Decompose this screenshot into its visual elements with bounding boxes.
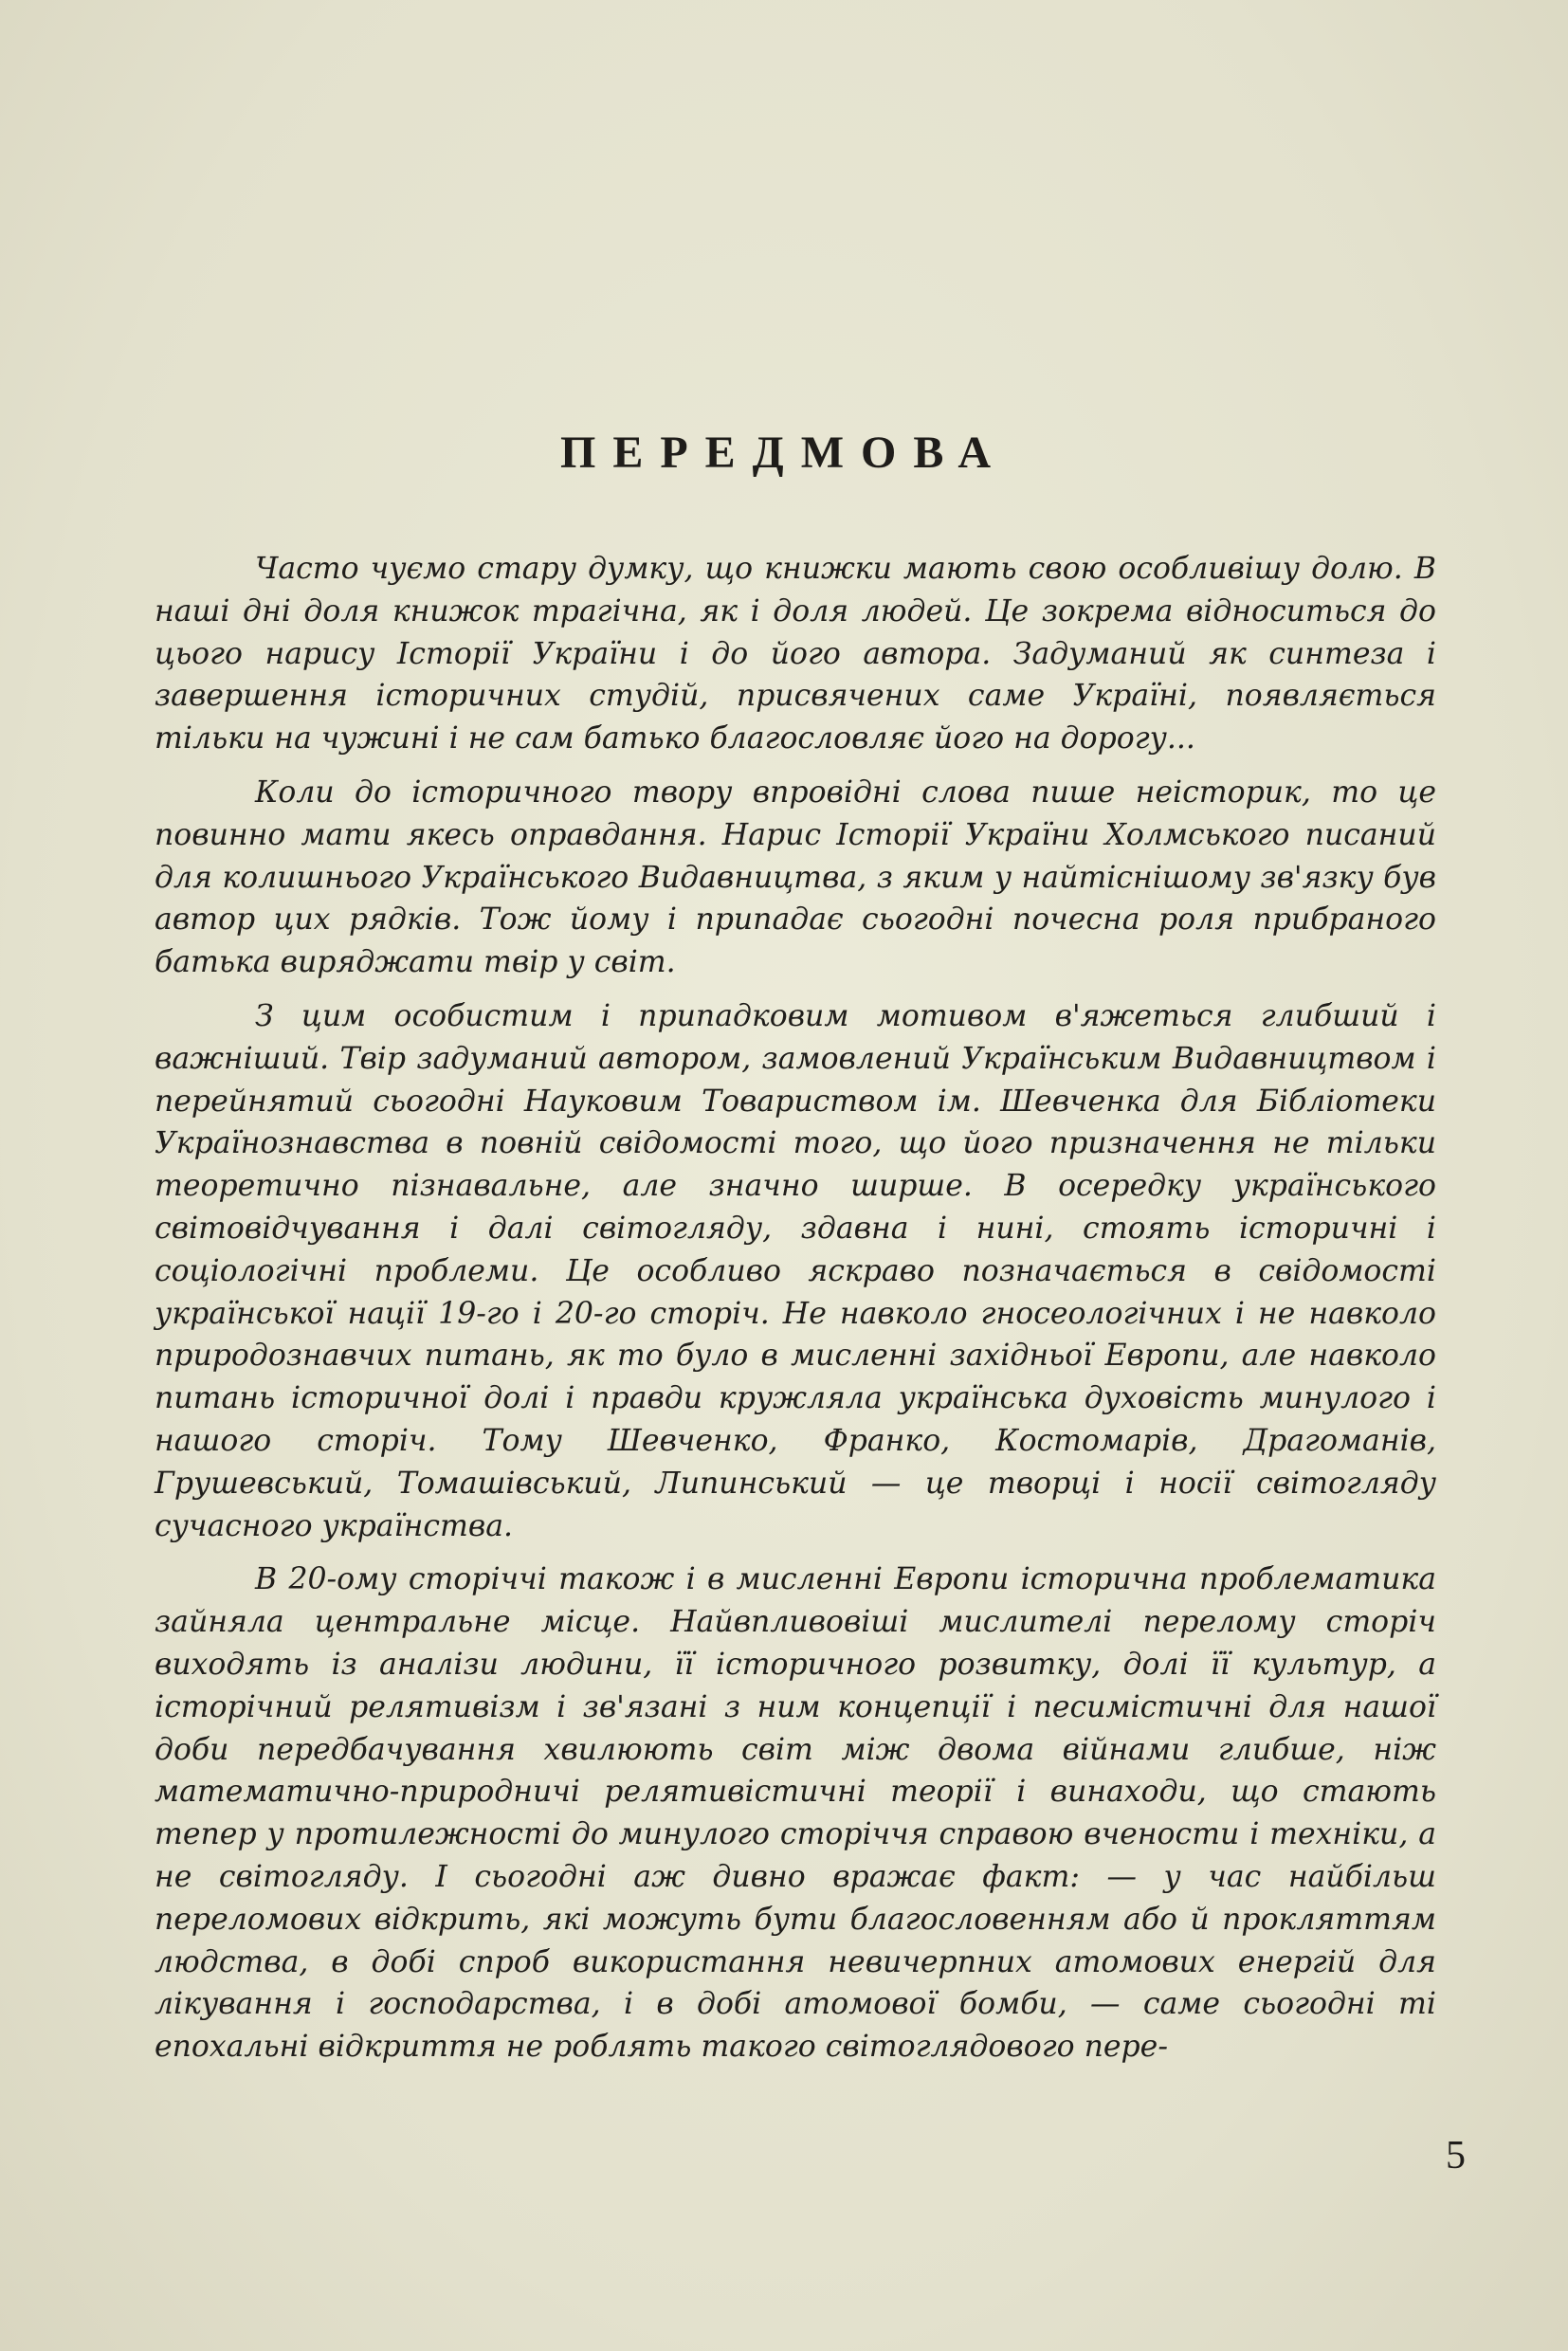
- page-number: 5: [1446, 2134, 1466, 2178]
- page-title: ПЕРЕДМОВА: [559, 428, 1008, 478]
- paragraph: Часто чуємо стару думку, що книжки мають свою особливішу долю. В наші дні доля книжок трагічна, як і доля людей. Це зокрема відноситься до цього нарису Історії України і до його автора. Задуманий як синтеза і завершення історичних студій, присвячених саме Україні, появляється тільки на чужині і не сам батько благословляє його на дорогу...: [155, 552, 1436, 756]
- paragraph: З цим особистим і припадковим мотивом в'яжеться глибший і важніший. Твір задуманий автором, замовлений Українським Видавництвом і перейнятий сьогодні Науковим Товариством ім. Шевченка для Бібліотеки Українознавства в повній свідомості того, що його призначення не тільки теоретично пізнавальне, але значно ширше. В осередку українського світовідчування і далі світогляду, здавна і нині, стоять історичні і соціологічні проблеми. Це особливо яскраво позначається в свідомості української нації 19-го і 20-го сторіч. Не навколо гносеологічних і не навколо природознавчих питань, як то було в мисленні західньої Европи, але навколо питань історичної долі і правди кружляла українська духовість минулого і нашого сторіч. Тому Шевченко, Франко, Костомарів, Драгоманів, Грушевський, Томашівський, Липинський — це творці і носії світогляду сучасного українства.: [155, 998, 1436, 1543]
- paragraph: В 20-ому сторіччі також і в мисленні Европи історична проблематика зайняла центральне місце. Найвпливовіші мислителі перелому сторіч виходять із аналізи людини, її історичного розвитку, долі її культур, а історічний релятивізм і зв'язані з ним концепції і песимістичні для нашої доби передбачування хвилюють світ між двома війнами глибше, ніж математично-природничі релятивістичні теорії і винаходи, що стають тепер у протилежності до минулого сторіччя справою вчености і техніки, а не світогляду. І сьогодні аж дивно вражає факт: — у час найбільш переломових відкрить, які можуть бути благословенням або й прокляттям людства, в добі спроб використання невичерпних атомових енергій для лікування і господарства, і в добі атомової бомби, — саме сьогодні ті епохальні відкриття не роблять такого світоглядового пере-: [155, 1562, 1436, 2065]
- preface-text: [155, 548, 1436, 2080]
- paragraph: Коли до історичного твору впровідні слова пише неісторик, то це повинно мати якесь оправдання. Нарис Історії України Холмського писаний для колишнього Українського Видавництва, з яким у найтіснішому зв'язку був автор цих рядків. Тож йому і припадає сьогодні почесна роля прибраного батька виряджати твір у світ.: [155, 775, 1436, 980]
